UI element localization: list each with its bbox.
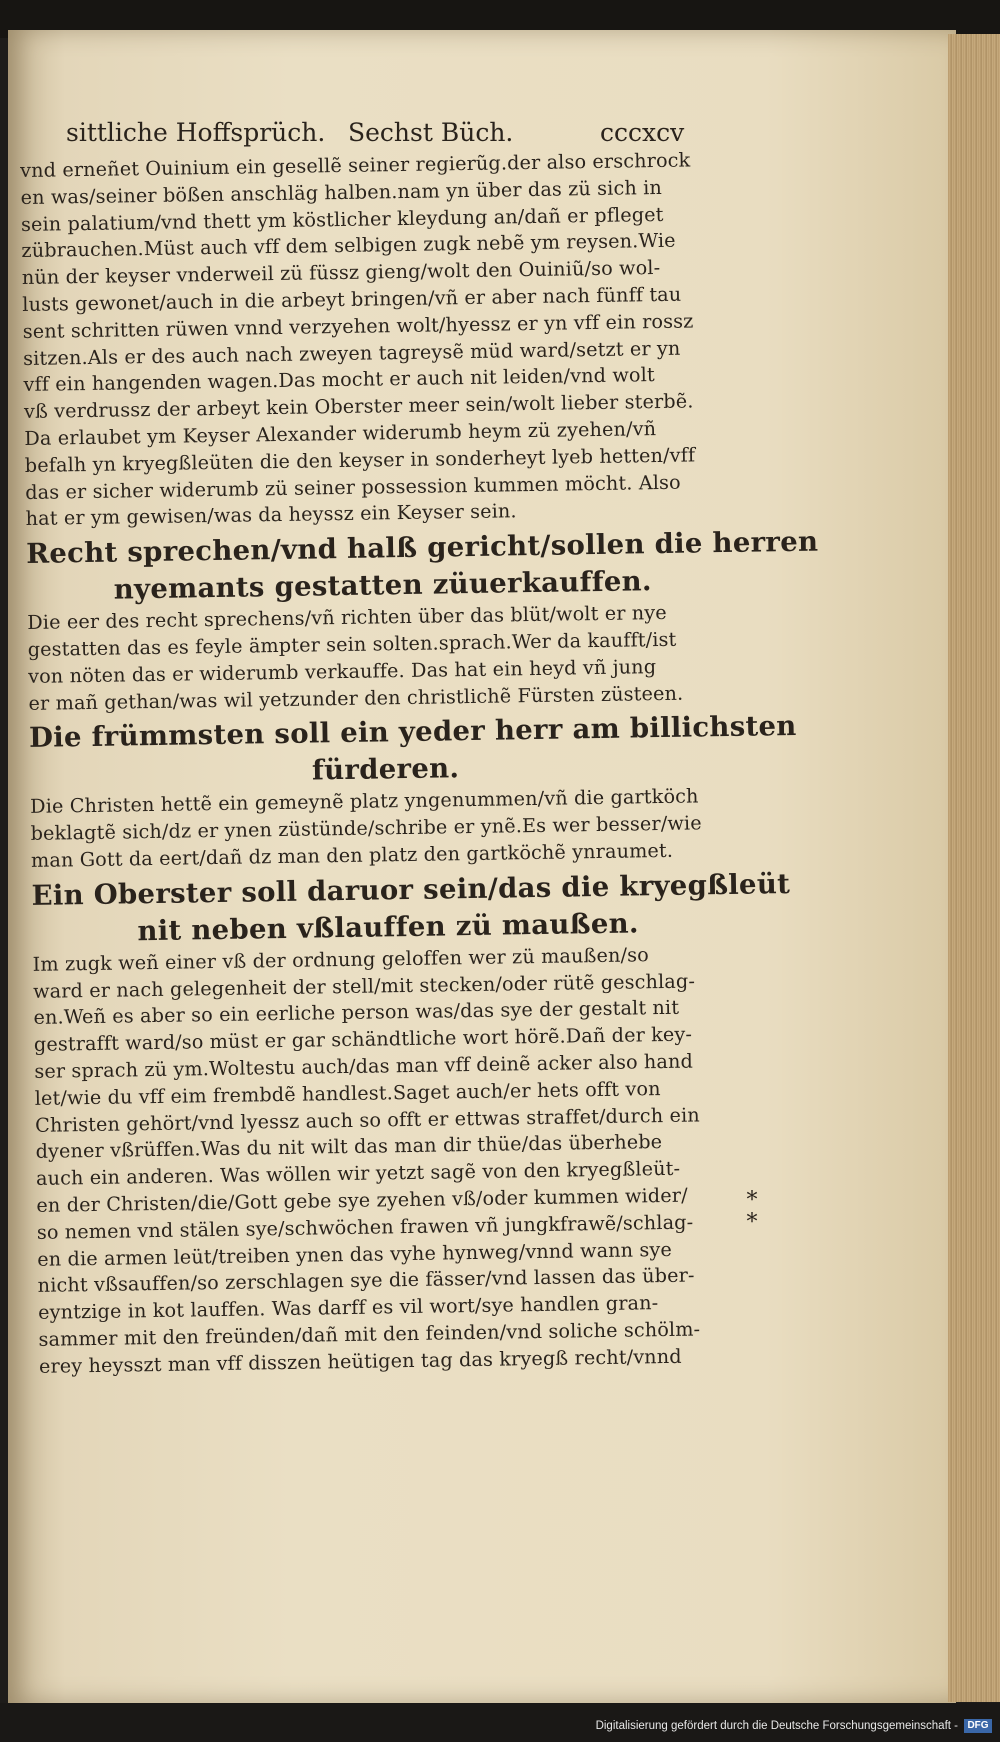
marginal-asterisk: *: [746, 1188, 758, 1213]
header-left-title: sittliche Hoffsprüch.: [66, 118, 326, 147]
marginal-marks: [742, 1190, 762, 1234]
section-heading-line: fürderen.: [311, 752, 460, 787]
footer-credit-text: Digitalisierung gefördert durch die Deutsche Forschungsgemeinschaft -: [595, 1720, 958, 1732]
text-line: sitzen.Als er des auch nach zweyen tagreysẽ müd ward/setzt er yn: [22, 336, 681, 370]
text-line: zübrauchen.Müst auch vff dem selbigen zugk nebẽ ym reysen.Wie: [21, 229, 676, 263]
text-line: nün der keyser vnderweil zü füssz gieng/wolt den Ouiniũ/so wol-: [21, 256, 661, 290]
book-page-edges: [948, 34, 1000, 1702]
text-line: en.Weñ es aber so ein eerliche person was/das sye der gestalt nit: [33, 996, 680, 1030]
text-line: erey heysszt man vff disszen heütigen tag das kryegß recht/vnnd: [38, 1344, 682, 1378]
text-line: Christen gehört/vnd lyessz auch so offt er ettwas straffet/durch ein: [35, 1102, 700, 1137]
text-line: beklagtẽ sich/dz er ynen züstünde/schribe er ynẽ.Es wer besser/wie: [30, 811, 702, 846]
text-line: er mañ gethan/was wil yetzunder den christlichẽ Fürsten züsteen.: [28, 681, 684, 715]
text-line: en was/seiner bößen anschläg halben.nam yn über das zü sich in: [20, 175, 663, 209]
text-line: auch ein anderen. Was wöllen wir yetzt sagẽ von den kryegßleüt-: [35, 1156, 681, 1190]
text-line: ward er nach gelegenheit der stell/mit stecken/oder rütẽ geschlag-: [32, 969, 696, 1003]
text-line: man Gott da eert/dañ dz man den platz den gartköchẽ ynraumet.: [30, 838, 674, 872]
text-line: von nöten das er widerumb verkauffe. Das hat ein heyd vñ jung: [27, 654, 657, 688]
section-heading-line: Ein Oberster soll daruor sein/das die kryegßleüt: [31, 867, 791, 912]
text-line: vnd erneñet Ouinium ein gesellẽ seiner regierũg.der also erschrock: [20, 148, 691, 182]
text-line: sammer mit den freünden/dañ mit den feinden/vnd soliche schölm-: [38, 1317, 701, 1351]
dfg-logo: DFG: [964, 1719, 992, 1733]
text-line: das er sicher widerumb zü seiner possession kummen möcht. Also: [25, 470, 681, 504]
text-line: vß verdrussz der arbeyt kein Oberster meer sein/wolt lieber sterbẽ.: [23, 389, 694, 424]
text-line: Da erlaubet ym Keyser Alexander widerumb heym zü zyehen/vñ: [24, 417, 657, 450]
section-heading-line: Recht sprechen/vnd halß gericht/sollen die herren: [25, 525, 819, 571]
section-heading-line: nyemants gestatten züuerkauffen.: [113, 565, 653, 606]
text-line: let/wie du vff eim frembdẽ handlest.Saget auch/er hets offt von: [34, 1076, 661, 1110]
text-line: dyener vßrüffen.Was du nit wilt das man dir thüe/das überhebe: [35, 1130, 663, 1164]
text-line: befalh yn kryegßleüten die den keyser in sonderheyt lyeb hetten/vff: [24, 443, 696, 477]
header-folio-number: cccxcv: [600, 118, 685, 147]
text-line: Die Christen hettẽ ein gemeynẽ platz yngenummen/vñ die gartköch: [30, 784, 699, 819]
digitization-footer: [0, 1703, 1000, 1742]
text-line: eyntzige in kot lauffen. Was darff es vil wort/sye handlen gran-: [37, 1291, 659, 1324]
page-body: [20, 147, 819, 1381]
text-line: gestatten das es feyle ämpter sein solten.sprach.Wer da kaufft/ist: [27, 627, 677, 661]
text-line: nicht vßsauffen/so zerschlagen sye die fässer/vnd lassen das über-: [37, 1263, 695, 1298]
text-line: hat er ym gewisen/was da heyssz ein Keyser sein.: [25, 499, 517, 531]
section-heading-line: Die frümmsten soll ein yeder herr am billichsten: [28, 710, 797, 755]
text-line: en die armen leüt/treiben ynen das vyhe hynweg/vnnd wann sye: [37, 1237, 673, 1271]
text-line: sein palatium/vnd thett ym köstlicher kleydung an/dañ er pfleget: [20, 202, 664, 236]
section-heading-line: nit neben vßlauffen zü maußen.: [137, 907, 640, 947]
text-line: so nemen vnd stälen sye/schwöchen frawen vñ jungkfrawẽ/schlag-: [36, 1210, 694, 1244]
header-book-title: Sechst Büch.: [348, 118, 514, 147]
text-line: vff ein hangenden wagen.Das mocht er auch nit leiden/vnd wolt: [23, 363, 655, 397]
text-line: Die eer des recht sprechens/vñ richten über das blüt/wolt er nye: [27, 601, 667, 635]
marginal-asterisk: *: [746, 1210, 758, 1235]
text-line: en der Christen/die/Gott gebe sye zyehen vß/oder kummen wider/: [36, 1183, 688, 1217]
text-line: sent schritten rüwen vnnd verzyehen wolt/hyessz er yn vff ein rossz: [22, 309, 694, 343]
text-line: Im zugk weñ einer vß der ordnung geloffen wer zü maußen/so: [32, 942, 650, 976]
text-line: ser sprach zü ym.Woltestu auch/das man vff deinẽ acker also hand: [34, 1049, 694, 1083]
text-line: gestrafft ward/so müst er gar schändtliche wort hörẽ.Dañ der key-: [33, 1022, 693, 1057]
text-line: lusts gewonet/auch in die arbeyt bringen/vñ er aber nach fünff tau: [22, 282, 682, 316]
